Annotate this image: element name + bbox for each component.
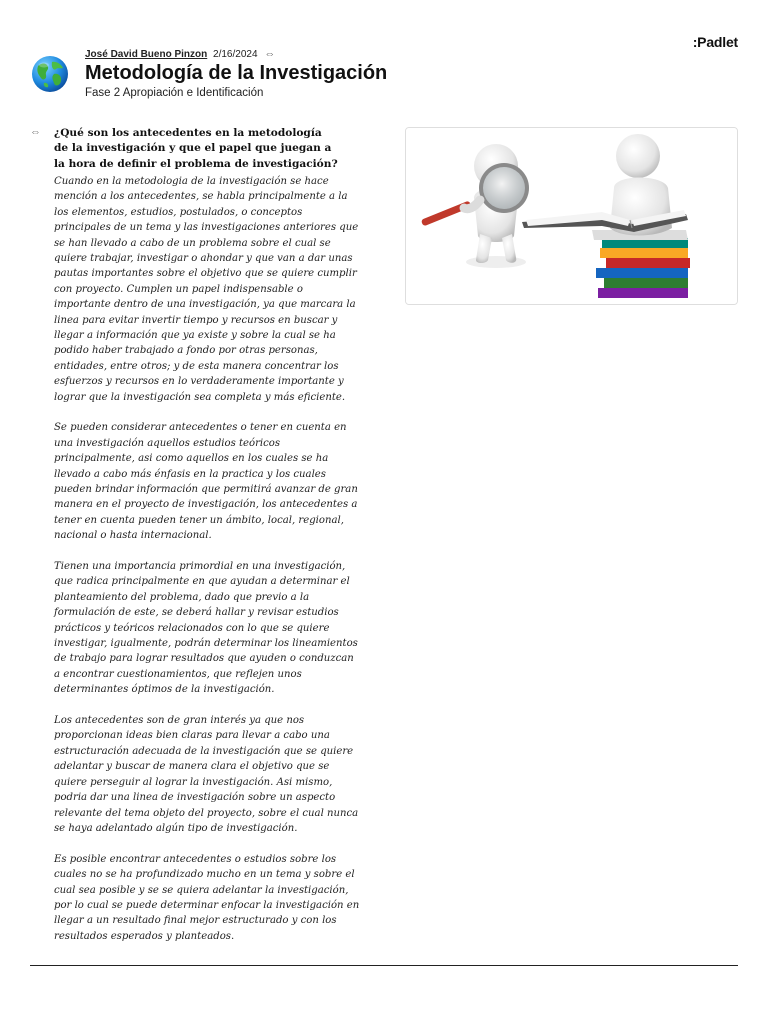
post-meta <box>85 48 275 60</box>
page-title: Metodología de la Investigación <box>85 62 388 84</box>
post-paragraph: Cuando en la metodologia de la investigación se hace mención a los antecedentes, se habla principalmente a la los elementos, estudios, postulados, o conceptos principales de un tema y las investigaciones anteriores que se han llevado a cabo de un problema sobre el cual se quiere trabajar, investigar o ahondar y que van a dar unas pautas importantes sobre el objetivo que se quiere cumplir con proyecto. Cumplen un papel indispensable o importante dentro de una investigación, ya que marcara la linea para evitar invertir tiempo y recursos en buscar y llegar a información que ya existe y sobre la cual se ha podido haber trabajado a fondo por otras personas, entidades, entre otros; y de esta manera concentrar los esfuerzos y recursos en lo verdaderamente importante y lograr que la investigación sea completa y más eficiente. <box>54 175 359 403</box>
author-link[interactable]: José David Bueno Pinzon <box>85 49 208 60</box>
globe-icon <box>30 54 70 94</box>
page-subtitle: Fase 2 Apropiación e Identificación <box>85 87 264 99</box>
post-heading-line: de la investigación y que el papel que juegan a <box>54 142 332 155</box>
post-date: 2/16/2024 <box>213 49 258 60</box>
post-heading <box>54 126 362 172</box>
post-paragraph: Es posible encontrar antecedentes o estudios sobre los cuales no se ha profundizado mucho en un tema y sobre el cual sea posible y se se quiera adelantar la investigación, por lo cual se puede determinar enfocar la investigación en llegar a un resultado final mejor estructurado y con los resultados esperados y planteados. <box>54 853 360 942</box>
figures-with-magnifier-and-books-illustration <box>406 128 737 304</box>
post-paragraph: Tienen una importancia primordial en una investigación, que radica principalmente en que ayudan a determinar el planteamiento del problema, dado que previo a la formulación de este, se deberá hallar y revisar estudios prácticos y teóricos relacionados con lo que se quiere investigar, igualmente, podrán determinar los lineamientos de trabajo para lograr resultados que ayuden o conduzcan a encontrar cuestionamientos, que reflejen unos determinantes óptimos de la investigación. <box>54 561 358 696</box>
post-paragraph: Se pueden considerar antecedentes o tener en cuenta en una investigación aquellos estudios teóricos principalmente, asi como aquellos en los cuales se ha llevado a cabo más énfasis en la practica y los cuales pueden brindar información que permitirá avanzar de gran manera en el proyecto de investigación, los antecedentes a tener en cuenta pueden tener un ámbito, local, regional, nacional o hasta internacional. <box>54 422 358 542</box>
post-attachment-image[interactable] <box>405 127 738 305</box>
post <box>54 126 362 960</box>
bottom-divider <box>30 965 738 966</box>
post-link-icon[interactable]: ⇔ <box>30 126 41 138</box>
post-paragraph: Los antecedentes son de gran interés ya que nos proporcionan ideas bien claras para llevar a cabo una estructuración adecuada de la investigación que se quiere adelantar y buscar de manera clara el objetivo que se quiere perseguir al lograr la investigación. Asi mismo, podria dar una linea de investigación sobre un aspecto relevante del tema objeto del proyecto, sobre el cual nunca se haya adelantado algún tipo de investigación. <box>54 715 359 834</box>
post-heading-line: ¿Qué son los antecedentes en la metodología <box>54 127 322 139</box>
padlet-logo[interactable]: :Padlet <box>692 34 738 50</box>
post-heading-line: la hora de definir el problema de investigación? <box>54 157 338 170</box>
post-body <box>54 174 362 944</box>
link-arrows-icon[interactable]: ⇔ <box>264 48 276 60</box>
